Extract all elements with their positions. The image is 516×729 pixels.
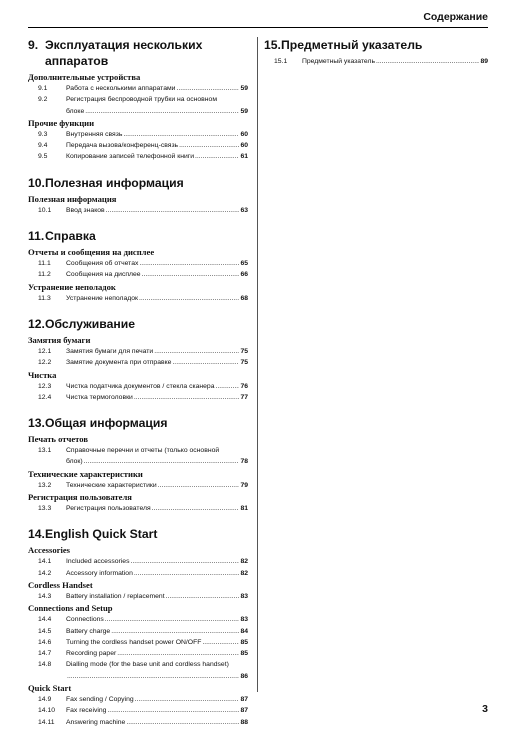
toc-entry[interactable] [28, 445, 248, 468]
section-title[interactable] [264, 37, 488, 53]
column-divider [257, 37, 258, 692]
entry-line [66, 94, 248, 105]
dot-leader [106, 205, 240, 216]
entry-title: Внутренняя связь [66, 130, 123, 138]
dot-leader [130, 556, 239, 567]
entry-body [66, 705, 248, 716]
entry-line [66, 140, 248, 151]
section-title[interactable] [28, 415, 248, 431]
entry-title: блок) [66, 458, 83, 466]
entry-line [66, 568, 248, 579]
entry-number: 13.1 [38, 447, 52, 455]
toc-entry[interactable] [28, 151, 248, 162]
dot-leader [105, 614, 240, 625]
dot-leader [152, 503, 240, 514]
section-title-text: Справка [45, 229, 96, 244]
dot-leader [134, 392, 240, 403]
entry-title: Передача вызова/конференц-связь [66, 142, 179, 150]
dot-leader [172, 357, 239, 368]
section-title-text: Полезная информация [45, 175, 184, 190]
dot-leader [84, 456, 240, 467]
subsection-heading: Полезная информация [28, 193, 117, 204]
entry-number: 9.2 [38, 96, 48, 104]
toc-entry[interactable] [28, 480, 248, 491]
toc-left-column [28, 37, 248, 728]
toc-entry[interactable] [28, 140, 248, 151]
entry-title: Fax sending / Copying [66, 696, 134, 704]
toc-entry[interactable] [28, 648, 248, 659]
entry-number: 9.1 [38, 85, 48, 92]
entry-page: 82 [240, 569, 248, 577]
entry-line [66, 717, 248, 728]
entry-line [66, 83, 248, 94]
entry-title: Устранение неполадок [66, 294, 138, 302]
page-header-title: Содержание [423, 11, 488, 23]
dot-leader [107, 705, 239, 716]
entry-line [66, 556, 248, 567]
entry-body [66, 626, 248, 637]
entry-body [66, 205, 248, 216]
entry-page: 60 [240, 130, 248, 138]
entry-page: 82 [240, 558, 248, 566]
entry-number: 14.8 [38, 661, 52, 669]
dot-leader [195, 151, 239, 162]
section-number: 13. [28, 416, 45, 431]
entry-page: 83 [240, 616, 248, 624]
dot-leader [134, 568, 240, 579]
entry-title: Turning the cordless handset power ON/OFF [66, 638, 202, 646]
entry-number: 11.3 [38, 294, 51, 302]
toc-entry[interactable] [28, 694, 248, 705]
entry-number: 12.1 [38, 347, 52, 355]
entry-number: 14.11 [38, 718, 55, 726]
entry-body [66, 556, 248, 567]
section-title-text: English Quick Start [45, 527, 158, 542]
section-title-text: Обслуживание [45, 316, 136, 331]
entry-body [66, 357, 248, 368]
entry-line [66, 357, 248, 368]
entry-title: блоке [66, 107, 85, 115]
toc-entry[interactable] [28, 591, 248, 602]
entry-number: 14.2 [38, 569, 52, 577]
subsection-heading: Quick Start [28, 683, 72, 694]
toc-entry[interactable] [28, 357, 248, 368]
entry-title: Battery charge [66, 627, 111, 635]
entry-number: 12.4 [38, 393, 52, 401]
toc-entry[interactable] [28, 568, 248, 579]
entry-page: 85 [240, 650, 248, 658]
entry-line [66, 151, 248, 162]
entry-line [66, 626, 248, 637]
entry-line [66, 258, 248, 269]
entry-line [66, 648, 248, 659]
entry-number: 13.2 [38, 481, 52, 489]
toc-entry[interactable] [28, 556, 248, 567]
entry-body [66, 648, 248, 659]
entry-title: Замятия бумаги для печати [66, 347, 154, 355]
entry-page: 75 [240, 347, 248, 355]
entry-title: Recording paper [66, 650, 117, 658]
entry-line [66, 456, 248, 467]
entry-page: 59 [240, 85, 248, 92]
subsection-heading: Дополнительные устройства [28, 72, 141, 82]
entry-body [66, 392, 248, 403]
entry-title: Connections [66, 616, 104, 624]
entry-line [302, 56, 488, 67]
entry-number: 15.1 [274, 58, 288, 65]
entry-line [66, 694, 248, 705]
entry-line [66, 129, 248, 140]
entry-body [66, 637, 248, 648]
entry-line [66, 503, 248, 514]
entry-title: Копирование записей телефонной книги [66, 153, 195, 161]
entry-body [66, 129, 248, 140]
entry-number: 14.5 [38, 627, 52, 635]
subsection-heading: Отчеты и сообщения на дисплее [28, 247, 155, 258]
entry-number: 14.3 [38, 592, 52, 600]
entry-number: 9.4 [38, 142, 48, 150]
toc-entry[interactable] [28, 381, 248, 392]
dot-leader [123, 129, 239, 140]
dot-leader [67, 671, 239, 682]
entry-line [66, 381, 248, 392]
entry-title: Чистка податчика документов / стекла сканера [66, 382, 215, 390]
entry-page: 86 [240, 672, 248, 680]
entry-body [66, 614, 248, 625]
entry-title: Работа с несколькими аппаратами [66, 85, 176, 92]
dot-leader [216, 381, 240, 392]
entry-title: Регистрация беспроводной трубки на основном [66, 96, 218, 104]
toc-entry[interactable] [28, 717, 248, 728]
section-title-text: Эксплуатация нескольких аппаратов [45, 38, 203, 68]
entry-body [66, 381, 248, 392]
entry-page: 77 [240, 393, 248, 401]
subsection-heading: Чистка [28, 369, 57, 380]
entry-page: 75 [240, 359, 248, 367]
entry-number: 11.2 [38, 271, 51, 279]
entry-line [66, 346, 248, 357]
entry-number: 13.3 [38, 505, 52, 513]
entry-page: 84 [240, 627, 248, 635]
dot-leader [179, 140, 239, 151]
entry-page: 68 [240, 294, 248, 302]
entry-body [302, 56, 488, 67]
toc-entry[interactable] [28, 258, 248, 269]
entry-body [66, 659, 248, 682]
entry-line [66, 705, 248, 716]
toc-entry[interactable] [28, 705, 248, 716]
subsection-heading: Печать отчетов [28, 434, 89, 445]
entry-page: 76 [240, 382, 248, 390]
toc-entry[interactable] [28, 269, 248, 280]
subsection-heading: Устранение неполадок [28, 281, 116, 292]
entry-title: Регистрация пользователя [66, 505, 151, 513]
entry-line [66, 392, 248, 403]
entry-number: 14.1 [38, 558, 52, 566]
entry-line [66, 293, 248, 304]
toc-entry[interactable] [28, 626, 248, 637]
dot-leader [176, 83, 239, 94]
dot-leader [154, 346, 239, 357]
header-rule [28, 27, 488, 28]
entry-page: 87 [240, 707, 248, 715]
section-title[interactable] [28, 228, 248, 244]
entry-number: 12.2 [38, 359, 52, 367]
entry-title: Fax receiving [66, 707, 107, 715]
entry-title: Answering machine [66, 718, 126, 726]
entry-body [66, 269, 248, 280]
entry-page: 79 [240, 481, 248, 489]
dot-leader [376, 56, 479, 67]
subsection-heading: Технические характеристики [28, 468, 143, 479]
entry-body [66, 503, 248, 514]
entry-page: 63 [240, 206, 248, 214]
section-number: 11. [28, 229, 45, 244]
entry-number: 14.7 [38, 650, 52, 658]
entry-title: Battery installation / replacement [66, 592, 165, 600]
entry-page: 87 [240, 696, 248, 704]
entry-title: Справочные перечни и отчеты (только основной [66, 447, 220, 455]
section-number: 12. [28, 316, 45, 331]
entry-body [66, 94, 248, 117]
entry-page: 59 [240, 107, 248, 115]
entry-title: Технические характеристики [66, 481, 157, 489]
entry-body [66, 293, 248, 304]
subsection-heading: Connections and Setup [28, 603, 113, 614]
dot-leader [85, 106, 239, 117]
dot-leader [117, 648, 239, 659]
toc-entry[interactable] [28, 83, 248, 94]
dot-leader [139, 293, 239, 304]
entry-line [66, 659, 248, 670]
entry-page: 81 [240, 505, 248, 513]
subsection-heading: Замятия бумаги [28, 334, 91, 345]
entry-body [66, 258, 248, 269]
entry-number: 14.6 [38, 638, 52, 646]
entry-page: 78 [240, 458, 248, 466]
entry-title: Сообщения на дисплее [66, 271, 141, 279]
entry-line [66, 637, 248, 648]
section-number: 9. [28, 38, 39, 52]
dot-leader [126, 717, 239, 728]
entry-body [66, 568, 248, 579]
toc-entry[interactable] [28, 346, 248, 357]
entry-title: Предметный указатель [302, 58, 375, 65]
dot-leader [166, 591, 240, 602]
entry-body [66, 694, 248, 705]
section-title[interactable] [28, 526, 248, 542]
page-number: 3 [482, 703, 488, 715]
subsection-heading: Accessories [28, 545, 70, 556]
toc-entry[interactable] [28, 94, 248, 117]
section-number: 15. [264, 38, 281, 52]
entry-body [66, 480, 248, 491]
entry-body [66, 151, 248, 162]
toc-right-column [264, 37, 488, 67]
dot-leader [158, 480, 240, 491]
entry-title: Included accessories [66, 558, 130, 566]
entry-line [66, 591, 248, 602]
entry-body [66, 83, 248, 94]
toc-entry[interactable] [28, 129, 248, 140]
entry-number: 11.1 [38, 260, 51, 268]
toc-entry[interactable] [28, 503, 248, 514]
toc-entry[interactable] [28, 659, 248, 682]
toc-entry[interactable] [28, 637, 248, 648]
entry-page: 83 [240, 592, 248, 600]
section-title-text: Общая информация [45, 416, 168, 431]
section-title[interactable] [28, 175, 248, 191]
entry-line [66, 671, 248, 682]
entry-body [66, 346, 248, 357]
entry-line [66, 106, 248, 117]
entry-title: Ввод знаков [66, 206, 105, 214]
entry-line [66, 445, 248, 456]
toc-entry[interactable] [28, 614, 248, 625]
entry-number: 14.9 [38, 696, 52, 704]
entry-title: Чистка термоголовки [66, 393, 133, 401]
entry-number: 14.10 [38, 707, 56, 715]
entry-page: 88 [240, 718, 248, 726]
entry-page: 89 [480, 58, 488, 65]
entry-body [66, 591, 248, 602]
section-title[interactable] [28, 316, 248, 332]
entry-number: 10.1 [38, 206, 52, 214]
entry-body [66, 717, 248, 728]
section-number: 14. [28, 527, 45, 542]
entry-number: 9.3 [38, 130, 48, 138]
entry-line [66, 614, 248, 625]
entry-title: Dialling mode (for the base unit and cordless handset) [66, 661, 229, 669]
entry-body [66, 445, 248, 468]
entry-line [66, 205, 248, 216]
section-title-text: Предметный указатель [281, 38, 423, 52]
entry-page: 60 [240, 142, 248, 150]
entry-page: 66 [240, 271, 248, 279]
entry-title: Замятие документа при отправке [66, 359, 172, 367]
entry-number: 12.3 [38, 382, 52, 390]
toc-entry[interactable] [28, 205, 248, 216]
entry-number: 9.5 [38, 153, 48, 161]
section-number: 10. [28, 175, 45, 190]
subsection-heading: Cordless Handset [28, 579, 93, 590]
subsection-heading: Регистрация пользователя [28, 492, 132, 503]
entry-title: Accessory information [66, 569, 133, 577]
entry-number: 14.4 [38, 616, 52, 624]
entry-line [66, 269, 248, 280]
dot-leader [135, 694, 240, 705]
dot-leader [139, 258, 239, 269]
entry-line [66, 480, 248, 491]
toc-entry[interactable] [264, 56, 488, 67]
entry-title: Сообщения об отчетах [66, 260, 139, 268]
entry-page: 85 [240, 638, 248, 646]
entry-page: 61 [240, 153, 248, 161]
entry-body [66, 140, 248, 151]
dot-leader [111, 626, 239, 637]
toc-entry[interactable] [28, 293, 248, 304]
subsection-heading: Прочие функции [28, 117, 95, 128]
entry-page: 65 [240, 260, 248, 268]
section-title[interactable] [28, 37, 248, 69]
dot-leader [202, 637, 239, 648]
dot-leader [142, 269, 240, 280]
toc-entry[interactable] [28, 392, 248, 403]
